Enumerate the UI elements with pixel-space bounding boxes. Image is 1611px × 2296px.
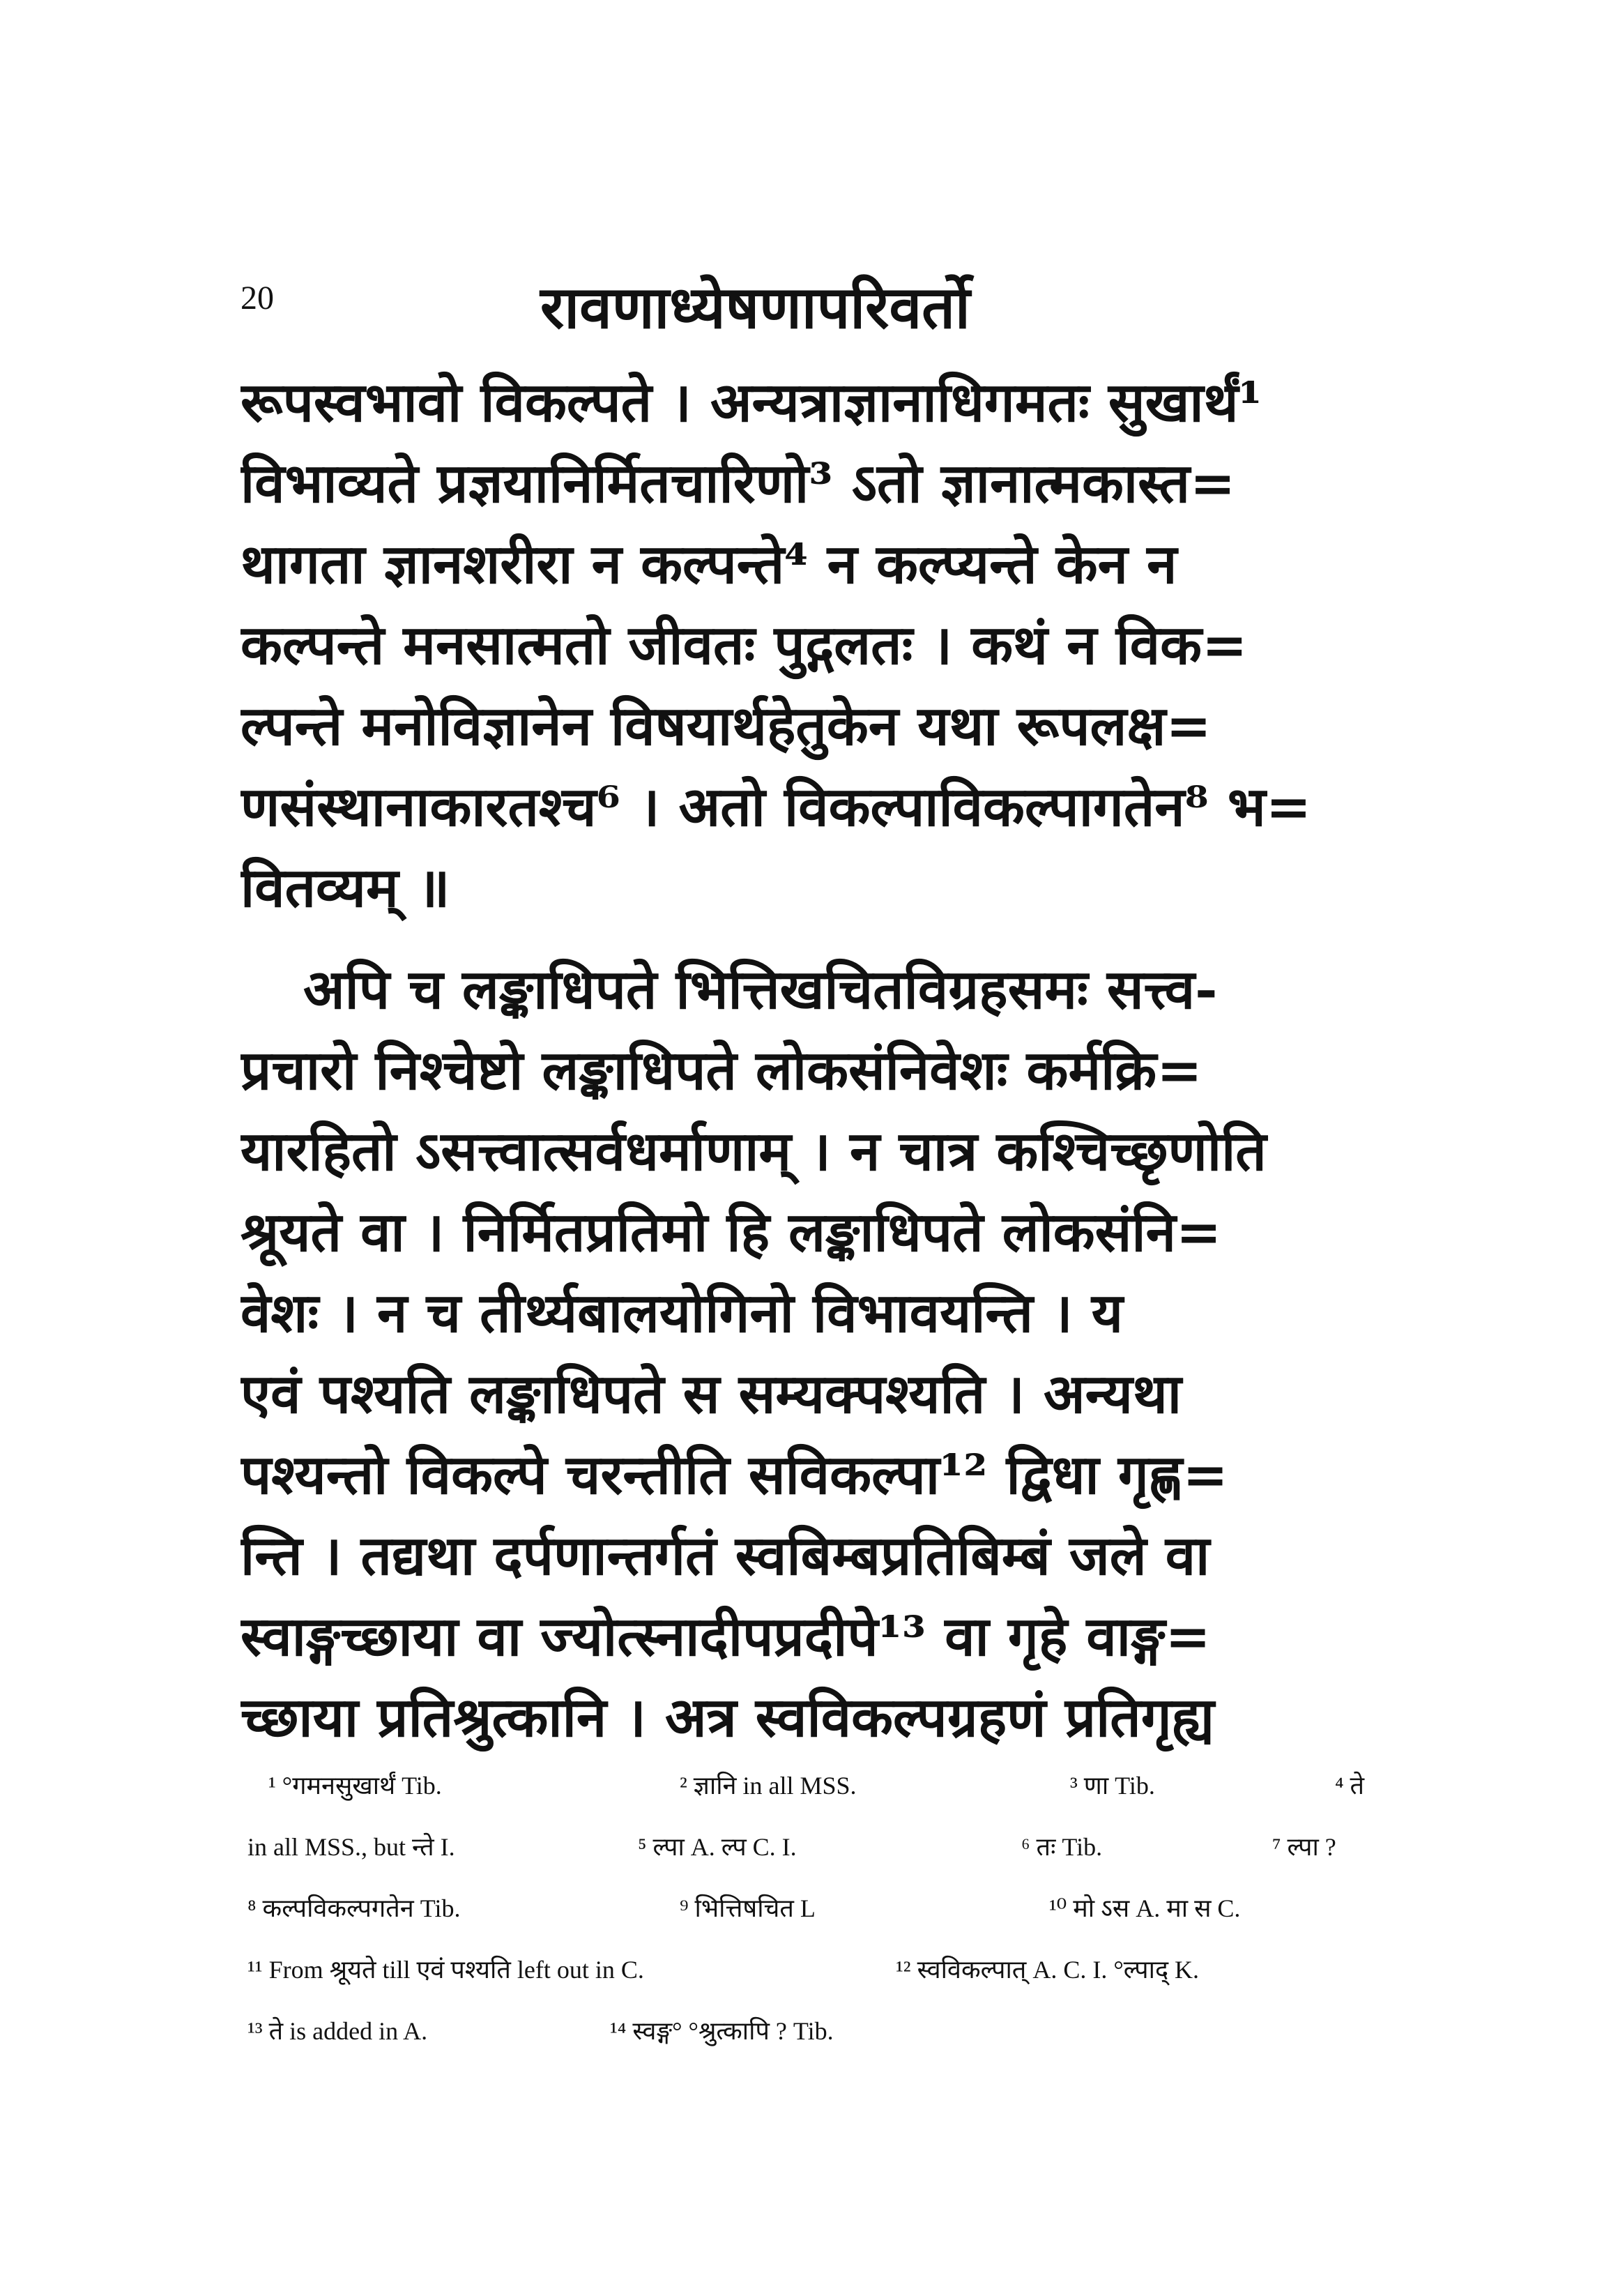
footnote: ⁶ तः Tib. bbox=[1021, 1833, 1103, 1861]
footnote: in all MSS., but न्ते I. bbox=[247, 1833, 455, 1861]
text-line: श्रूयते वा । निर्मितप्रतिमो हि लङ्काधिपते लोकसंनि= bbox=[240, 1201, 1222, 1264]
footnote: ¹¹ From श्रूयते till एवं पश्यति left out in C. bbox=[247, 1956, 644, 1984]
text-line: च्छाया प्रतिश्रुत्कानि । अत्र स्वविकल्पग्रहणं प्रतिगृह्य bbox=[240, 1686, 1215, 1749]
footnote: ¹ °गमनसुखार्थं Tib. bbox=[268, 1772, 442, 1800]
footnote: ⁵ ल्पा A. ल्प C. I. bbox=[638, 1833, 797, 1861]
text-line: कल्पन्ते मनसात्मतो जीवतः पुद्गलतः । कथं न विक= bbox=[240, 614, 1248, 677]
text-line: यारहितो ऽसत्त्वात्सर्वधर्माणाम् । न चात्र कश्चिच्छृणोति bbox=[240, 1120, 1267, 1183]
page-header bbox=[240, 265, 1391, 342]
text-line: प्रचारो निश्चेष्टो लङ्काधिपते लोकसंनिवेशः कर्मक्रि= bbox=[240, 1039, 1202, 1102]
text-line: न्ति । तद्यथा दर्पणान्तर्गतं स्वबिम्बप्रतिबिम्बं जले वा bbox=[240, 1524, 1210, 1588]
footnote-line bbox=[247, 1890, 1398, 1952]
footnote: ⁴ ते bbox=[1335, 1772, 1365, 1800]
text-line: विभाव्यते प्रज्ञयानिर्मितचारिणो³ ऽतो ज्ञानात्मकास्त= bbox=[240, 452, 1236, 515]
footnote-line bbox=[247, 1952, 1398, 2013]
footnote: ⁷ ल्पा ? bbox=[1272, 1833, 1336, 1861]
text-line: णसंस्थानाकारतश्च⁶ । अतो विकल्पाविकल्पागतेन⁸ भ= bbox=[240, 775, 1312, 839]
text-line: वेशः । न च तीर्थ्यबालयोगिनो विभावयन्ति । य bbox=[240, 1282, 1124, 1345]
running-title: रावणाध्येषणापरिवर्तो bbox=[540, 273, 970, 342]
text-line: स्वाङ्गच्छाया वा ज्योत्स्नादीपप्रदीपे¹³ वा गृहे वाङ्ग= bbox=[240, 1605, 1211, 1668]
text-line: एवं पश्यति लङ्काधिपते स सम्यक्पश्यति । अन्यथा bbox=[240, 1362, 1182, 1426]
footnotes bbox=[247, 1767, 1398, 2074]
text-line: रूपस्वभावो विकल्पते । अन्यत्राज्ञानाधिगमतः सुखार्थं¹ bbox=[240, 371, 1262, 434]
footnote: ⁹ भित्तिषचित L bbox=[680, 1894, 816, 1922]
footnote: ¹⁰ मो ऽस A. मा स C. bbox=[1049, 1894, 1241, 1922]
footnote: ¹³ ते is added in A. bbox=[247, 2017, 428, 2045]
main-text bbox=[240, 363, 1391, 1758]
footnote-line bbox=[247, 1767, 1398, 1829]
text-line: पश्यन्तो विकल्पे चरन्तीति सविकल्पा¹² द्विधा गृह्ण= bbox=[240, 1443, 1228, 1507]
footnote-line bbox=[247, 2013, 1398, 2074]
text-line: वितव्यम् ॥ bbox=[240, 856, 450, 920]
footnote: ² ज्ञानि in all MSS. bbox=[680, 1772, 857, 1800]
text-line: अपि च लङ्काधिपते भित्तिखचितविग्रहसमः सत्त्व- bbox=[303, 958, 1218, 1021]
text-line: ल्पन्ते मनोविज्ञानेन विषयार्थहेतुकेन यथा रूपलक्ष= bbox=[240, 694, 1212, 758]
footnote: ¹² स्वविकल्पात् A. C. I. °ल्पाद् K. bbox=[896, 1956, 1200, 1984]
footnote-line bbox=[247, 1829, 1398, 1890]
text-line: थागता ज्ञानशरीरा न कल्पन्ते⁴ न कल्प्यन्ते केन न bbox=[240, 533, 1177, 596]
page-number: 20 bbox=[240, 280, 274, 317]
footnote: ⁸ कल्पविकल्पगतेन Tib. bbox=[247, 1894, 461, 1922]
footnote: ¹⁴ स्वङ्ग° °श्रुत्कापि ? Tib. bbox=[610, 2017, 834, 2045]
footnote: ³ णा Tib. bbox=[1070, 1772, 1155, 1800]
